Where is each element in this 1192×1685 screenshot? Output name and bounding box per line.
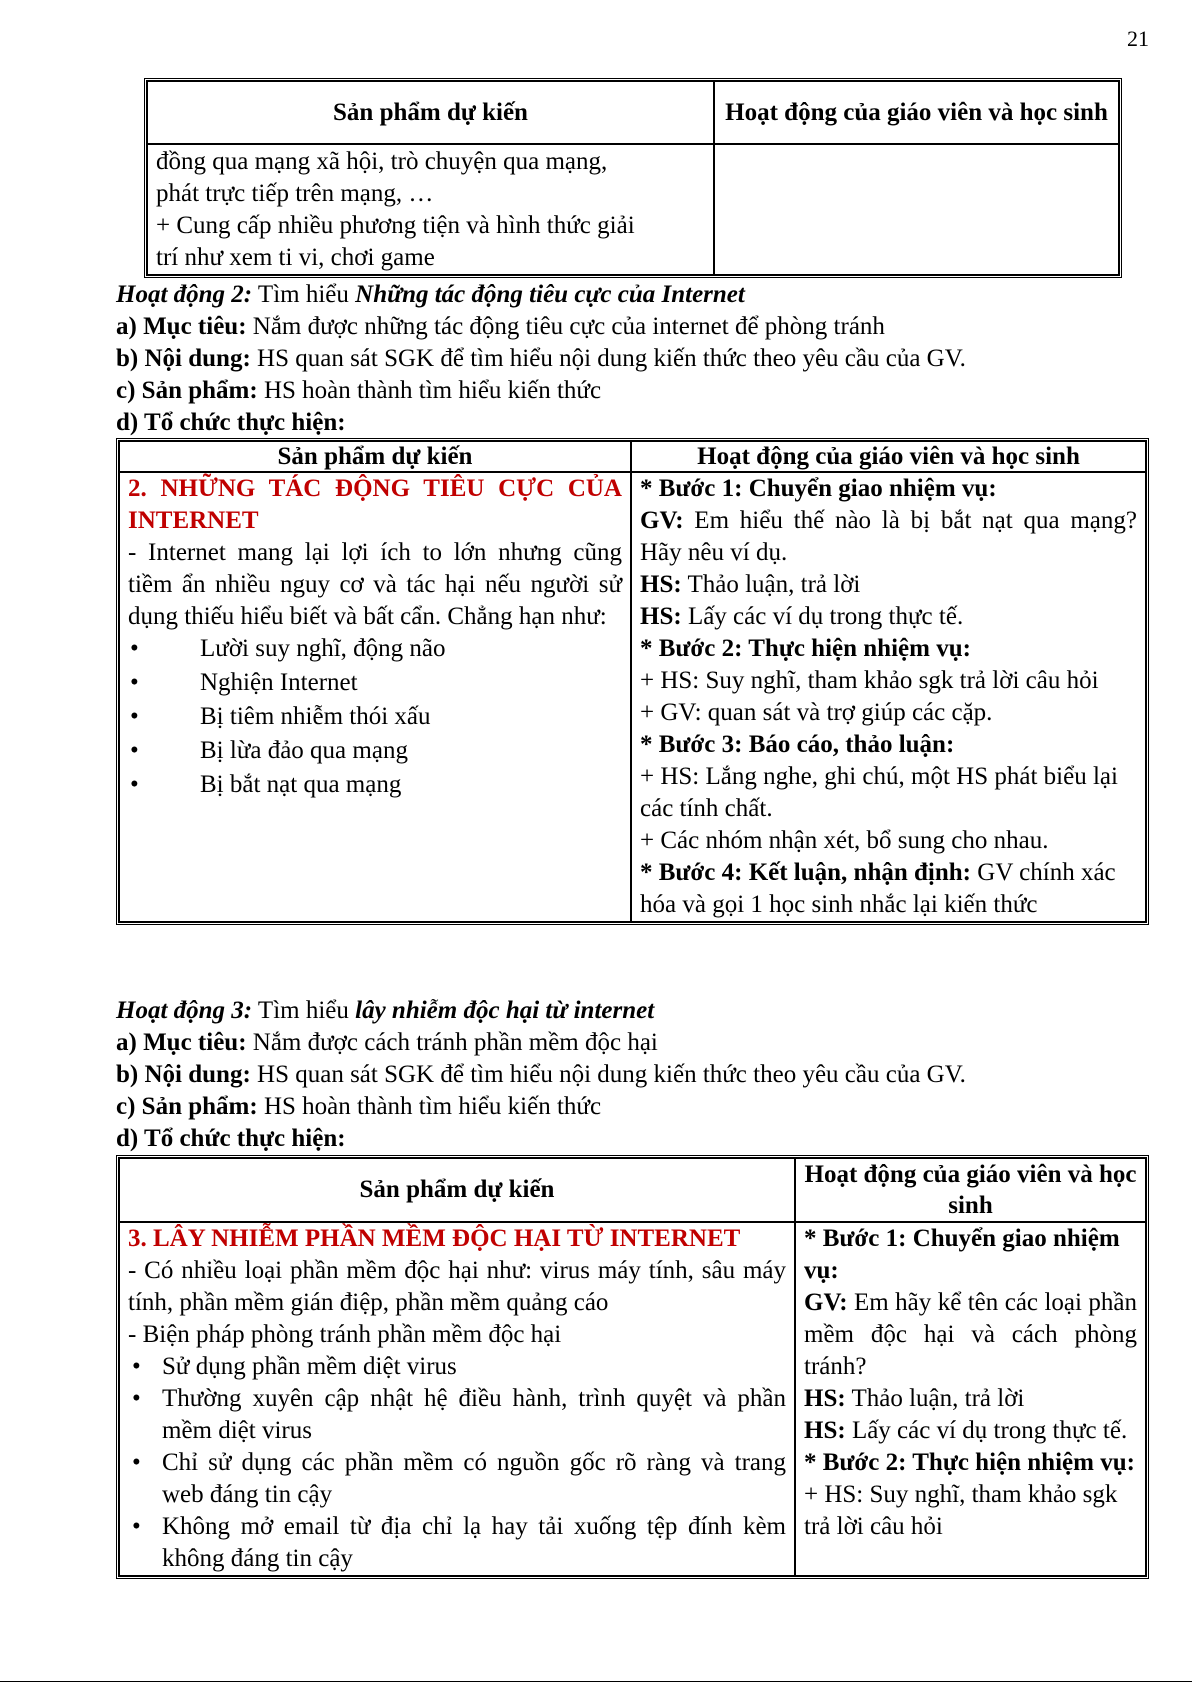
column-header-activity: Hoạt động của giáo viên và học sinh — [631, 441, 1146, 472]
step-2-student: + HS: Suy nghĩ, tham khảo sgk trả lời câu hỏi — [804, 1481, 1118, 1540]
activity-3-table — [116, 1155, 1149, 1579]
student-task-1: HS: Thảo luận, trả lời — [804, 1385, 1025, 1412]
column-header-product: Sản phẩm dự kiến — [119, 441, 631, 472]
intro-paragraph: - Internet mang lại lợi ích to lớn nhưng cũng tiềm ẩn nhiều nguy cơ và tác hại nếu người sử dụng thiếu hiểu biết và bất cẩn. Chẳng hạn như: — [128, 539, 622, 630]
step-1: * Bước 1: Chuyển giao nhiệm vụ: — [804, 1225, 1120, 1284]
step-3-groups: + Các nhóm nhận xét, bổ sung cho nhau. — [640, 827, 1049, 854]
section-heading: 2. NHỮNG TÁC ĐỘNG TIÊU CỰC CỦA INTERNET — [128, 475, 622, 534]
activity-3-intro — [116, 995, 1156, 1155]
list-item: • Nghiện Internet — [128, 667, 622, 701]
teacher-question: GV: Em hiểu thế nào là bị bắt nạt qua mạng? Hãy nêu ví dụ. — [640, 507, 1137, 566]
activity-3-title: Hoạt động 3: Tìm hiểu lây nhiễm độc hại từ internet — [116, 997, 655, 1024]
step-2-student: + HS: Suy nghĩ, tham khảo sgk trả lời câu hỏi — [640, 667, 1099, 694]
product-line-4: trí như xem ti vi, chơi game — [156, 244, 435, 271]
prevention-list — [128, 1351, 786, 1575]
teacher-question: GV: Em hãy kể tên các loại phần mềm độc hại và cách phòng tránh? — [804, 1289, 1137, 1380]
activity-cell-empty — [714, 144, 1119, 275]
product-line-2: phát trực tiếp trên mạng, … — [156, 180, 434, 207]
section-heading: 3. LÂY NHIỄM PHẦN MỀM ĐỘC HẠI TỪ INTERNET — [128, 1225, 741, 1252]
step-4: * Bước 4: Kết luận, nhận định: GV chính xác hóa và gọi 1 học sinh nhắc lại kiến thức — [640, 859, 1116, 918]
activity-2-objective: a) Mục tiêu: Nắm được những tác động tiêu cực của internet để phòng tránh — [116, 313, 885, 340]
activity-2-title: Hoạt động 2: Tìm hiểu Những tác động tiêu cực của Internet — [116, 281, 745, 308]
step-2: * Bước 2: Thực hiện nhiệm vụ: — [640, 635, 971, 662]
step-2-teacher: + GV: quan sát và trợ giúp các cặp. — [640, 699, 993, 726]
activity-2-product: c) Sản phẩm: HS hoàn thành tìm hiểu kiến thức — [116, 377, 602, 404]
activity-2-intro — [116, 279, 1156, 439]
step-1: * Bước 1: Chuyển giao nhiệm vụ: — [640, 475, 997, 502]
list-item: • Không mở email từ địa chỉ lạ hay tải xuống tệp đính kèm không đáng tin cậy — [128, 1511, 786, 1575]
activity-2-table — [116, 438, 1149, 925]
activity-3-content: b) Nội dung: HS quan sát SGK để tìm hiểu nội dung kiến thức theo yêu cầu của GV. — [116, 1061, 966, 1088]
activity-3-table-grid — [116, 1155, 1149, 1579]
activity-2-content: b) Nội dung: HS quan sát SGK để tìm hiểu nội dung kiến thức theo yêu cầu của GV. — [116, 345, 966, 372]
column-header-activity: Hoạt động của giáo viên và học sinh — [714, 81, 1119, 144]
activity-3-objective: a) Mục tiêu: Nắm được cách tránh phần mềm độc hại — [116, 1029, 658, 1056]
step-3: * Bước 3: Báo cáo, thảo luận: — [640, 731, 955, 758]
list-item: • Thường xuyên cập nhật hệ điều hành, trình quyệt và phần mềm diệt virus — [128, 1383, 786, 1447]
activity-3-product: c) Sản phẩm: HS hoàn thành tìm hiểu kiến thức — [116, 1093, 602, 1120]
harm-list — [128, 633, 622, 803]
malware-types-paragraph: - Có nhiều loại phần mềm độc hại như: virus máy tính, sâu máy tính, phần mềm gián điệp, phần mềm quảng cáo — [128, 1257, 786, 1316]
continued-table — [144, 78, 1122, 278]
step-3-student: + HS: Lắng nghe, ghi chú, một HS phát biểu lại các tính chất. — [640, 763, 1118, 822]
activity-2-table-grid — [116, 438, 1149, 925]
prevention-heading: - Biện pháp phòng tránh phần mềm độc hại — [128, 1321, 562, 1348]
list-item: • Chỉ sử dụng các phần mềm có nguồn gốc rõ ràng và trang web đáng tin cậy — [128, 1447, 786, 1511]
product-line-3: + Cung cấp nhiều phương tiện và hình thức giải — [156, 212, 635, 239]
student-task-2: HS: Lấy các ví dụ trong thực tế. — [804, 1417, 1128, 1444]
page-bottom-edge — [0, 1681, 1192, 1682]
step-2: * Bước 2: Thực hiện nhiệm vụ: — [804, 1449, 1135, 1476]
column-header-product: Sản phẩm dự kiến — [147, 81, 714, 144]
activity-2-organization: d) Tổ chức thực hiện: — [116, 409, 346, 436]
list-item: • Bị bắt nạt qua mạng — [128, 769, 622, 803]
column-header-product: Sản phẩm dự kiến — [119, 1158, 795, 1222]
list-item: • Lười suy nghĩ, động não — [128, 633, 622, 667]
list-item: • Sử dụng phần mềm diệt virus — [128, 1351, 786, 1383]
page-number: 21 — [1127, 26, 1149, 51]
product-line-1: đồng qua mạng xã hội, trò chuyện qua mạng, — [156, 148, 608, 175]
column-header-activity: Hoạt động của giáo viên và học sinh — [795, 1158, 1146, 1222]
list-item: • Bị tiêm nhiễm thói xấu — [128, 701, 622, 735]
activity-3-organization: d) Tổ chức thực hiện: — [116, 1125, 346, 1152]
continued-table-grid — [144, 78, 1122, 278]
student-task-1: HS: Thảo luận, trả lời — [640, 571, 861, 598]
list-item: • Bị lừa đảo qua mạng — [128, 735, 622, 769]
student-task-2: HS: Lấy các ví dụ trong thực tế. — [640, 603, 964, 630]
